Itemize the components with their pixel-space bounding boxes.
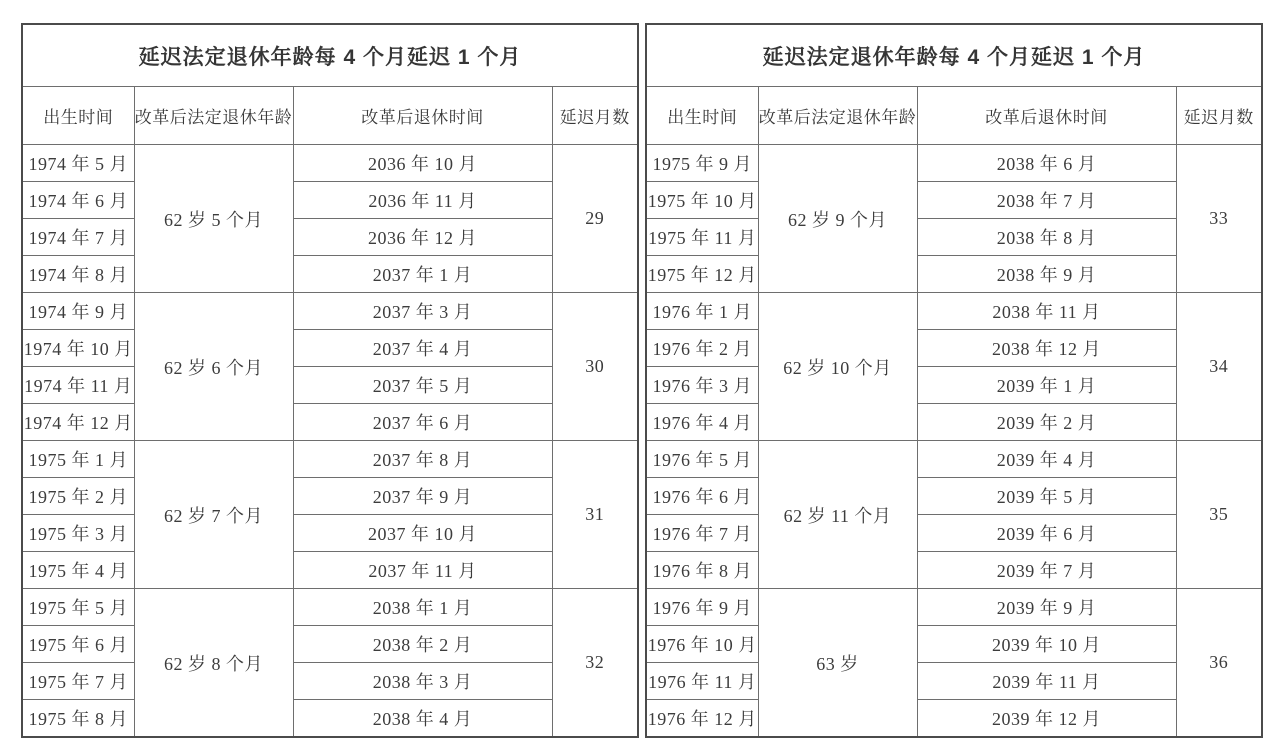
retire-month-cell: 2036 年 11 月 [293,182,552,219]
table-row [22,478,638,515]
retirement-table-right [645,23,1263,738]
birth-month-cell: 1974 年 5 月 [22,145,134,182]
retire-month-cell: 2037 年 10 月 [293,515,552,552]
retire-month-cell: 2037 年 8 月 [293,441,552,478]
delay-months-cell: 34 [1176,293,1262,441]
retire-month-cell: 2037 年 5 月 [293,367,552,404]
retire-month-cell: 2039 年 5 月 [917,478,1176,515]
table-title-row [646,24,1262,87]
col-header-delay-months: 延迟月数 [1176,87,1262,145]
table-row [646,700,1262,738]
birth-month-cell: 1975 年 6 月 [22,626,134,663]
birth-month-cell: 1974 年 10 月 [22,330,134,367]
birth-month-cell: 1974 年 7 月 [22,219,134,256]
birth-month-cell: 1976 年 1 月 [646,293,758,330]
table-row [646,219,1262,256]
retire-month-cell: 2039 年 6 月 [917,515,1176,552]
retire-month-cell: 2037 年 3 月 [293,293,552,330]
column-header-row [22,87,638,145]
retire-month-cell: 2038 年 1 月 [293,589,552,626]
birth-month-cell: 1976 年 4 月 [646,404,758,441]
table-row [646,515,1262,552]
table-row [646,589,1262,626]
table-row [22,626,638,663]
table-row [22,441,638,478]
retirement-age-cell: 62 岁 5 个月 [134,145,293,293]
retire-month-cell: 2037 年 4 月 [293,330,552,367]
birth-month-cell: 1974 年 12 月 [22,404,134,441]
delay-months-cell: 31 [552,441,638,589]
retirement-age-cell: 62 岁 11 个月 [758,441,917,589]
table-row [22,145,638,182]
retire-month-cell: 2037 年 1 月 [293,256,552,293]
table-row [22,330,638,367]
col-header-delay-months: 延迟月数 [552,87,638,145]
birth-month-cell: 1975 年 3 月 [22,515,134,552]
birth-month-cell: 1975 年 11 月 [646,219,758,256]
table-row [22,404,638,441]
birth-month-cell: 1975 年 5 月 [22,589,134,626]
retire-month-cell: 2039 年 4 月 [917,441,1176,478]
delay-months-cell: 33 [1176,145,1262,293]
table-row [646,626,1262,663]
retire-month-cell: 2036 年 12 月 [293,219,552,256]
table-row [22,515,638,552]
birth-month-cell: 1976 年 10 月 [646,626,758,663]
retirement-table-left [21,23,639,738]
birth-month-cell: 1976 年 3 月 [646,367,758,404]
table-row [22,552,638,589]
table-row [646,441,1262,478]
birth-month-cell: 1974 年 8 月 [22,256,134,293]
col-header-retire-time: 改革后退休时间 [917,87,1176,145]
table-row [22,256,638,293]
delay-months-cell: 32 [552,589,638,738]
delay-months-cell: 30 [552,293,638,441]
column-header-row [646,87,1262,145]
birth-month-cell: 1976 年 11 月 [646,663,758,700]
retire-month-cell: 2036 年 10 月 [293,145,552,182]
table-row [646,663,1262,700]
retire-month-cell: 2038 年 7 月 [917,182,1176,219]
table-row [22,293,638,330]
table-row [646,182,1262,219]
col-header-birth: 出生时间 [22,87,134,145]
retire-month-cell: 2039 年 10 月 [917,626,1176,663]
birth-month-cell: 1975 年 4 月 [22,552,134,589]
birth-month-cell: 1976 年 6 月 [646,478,758,515]
table-title-row [22,24,638,87]
col-header-age: 改革后法定退休年龄 [134,87,293,145]
table-row [646,367,1262,404]
birth-month-cell: 1974 年 9 月 [22,293,134,330]
retire-month-cell: 2037 年 11 月 [293,552,552,589]
delay-months-cell: 36 [1176,589,1262,738]
retire-month-cell: 2039 年 12 月 [917,700,1176,738]
birth-month-cell: 1975 年 9 月 [646,145,758,182]
retire-month-cell: 2038 年 3 月 [293,663,552,700]
retire-month-cell: 2038 年 11 月 [917,293,1176,330]
retire-month-cell: 2038 年 12 月 [917,330,1176,367]
birth-month-cell: 1975 年 8 月 [22,700,134,738]
table-row [646,552,1262,589]
table-row [646,145,1262,182]
delay-months-cell: 29 [552,145,638,293]
retire-month-cell: 2038 年 9 月 [917,256,1176,293]
table-row [646,293,1262,330]
table-row [646,478,1262,515]
birth-month-cell: 1976 年 2 月 [646,330,758,367]
col-header-birth: 出生时间 [646,87,758,145]
retire-month-cell: 2037 年 9 月 [293,478,552,515]
birth-month-cell: 1975 年 10 月 [646,182,758,219]
col-header-age: 改革后法定退休年龄 [758,87,917,145]
birth-month-cell: 1976 年 12 月 [646,700,758,738]
retirement-age-cell: 62 岁 7 个月 [134,441,293,589]
birth-month-cell: 1976 年 8 月 [646,552,758,589]
retirement-age-cell: 62 岁 8 个月 [134,589,293,738]
table-row [646,330,1262,367]
table-row [646,256,1262,293]
retire-month-cell: 2039 年 7 月 [917,552,1176,589]
retire-month-cell: 2039 年 1 月 [917,367,1176,404]
table-row [22,182,638,219]
birth-month-cell: 1975 年 1 月 [22,441,134,478]
table-row [22,700,638,738]
birth-month-cell: 1974 年 11 月 [22,367,134,404]
retirement-age-cell: 63 岁 [758,589,917,738]
birth-month-cell: 1974 年 6 月 [22,182,134,219]
table-row [22,367,638,404]
retire-month-cell: 2039 年 9 月 [917,589,1176,626]
delay-months-cell: 35 [1176,441,1262,589]
retirement-age-cell: 62 岁 9 个月 [758,145,917,293]
birth-month-cell: 1976 年 9 月 [646,589,758,626]
table-row [22,219,638,256]
table-title: 延迟法定退休年龄每 4 个月延迟 1 个月 [22,24,638,87]
retire-month-cell: 2038 年 4 月 [293,700,552,738]
table-row [22,589,638,626]
table-row [646,404,1262,441]
col-header-retire-time: 改革后退休时间 [293,87,552,145]
birth-month-cell: 1975 年 12 月 [646,256,758,293]
retire-month-cell: 2038 年 8 月 [917,219,1176,256]
retirement-age-cell: 62 岁 6 个月 [134,293,293,441]
birth-month-cell: 1976 年 7 月 [646,515,758,552]
table-row [22,663,638,700]
retirement-age-cell: 62 岁 10 个月 [758,293,917,441]
table-title: 延迟法定退休年龄每 4 个月延迟 1 个月 [646,24,1262,87]
retire-month-cell: 2037 年 6 月 [293,404,552,441]
retire-month-cell: 2039 年 11 月 [917,663,1176,700]
birth-month-cell: 1975 年 2 月 [22,478,134,515]
retire-month-cell: 2038 年 6 月 [917,145,1176,182]
retire-month-cell: 2038 年 2 月 [293,626,552,663]
retire-month-cell: 2039 年 2 月 [917,404,1176,441]
birth-month-cell: 1975 年 7 月 [22,663,134,700]
birth-month-cell: 1976 年 5 月 [646,441,758,478]
